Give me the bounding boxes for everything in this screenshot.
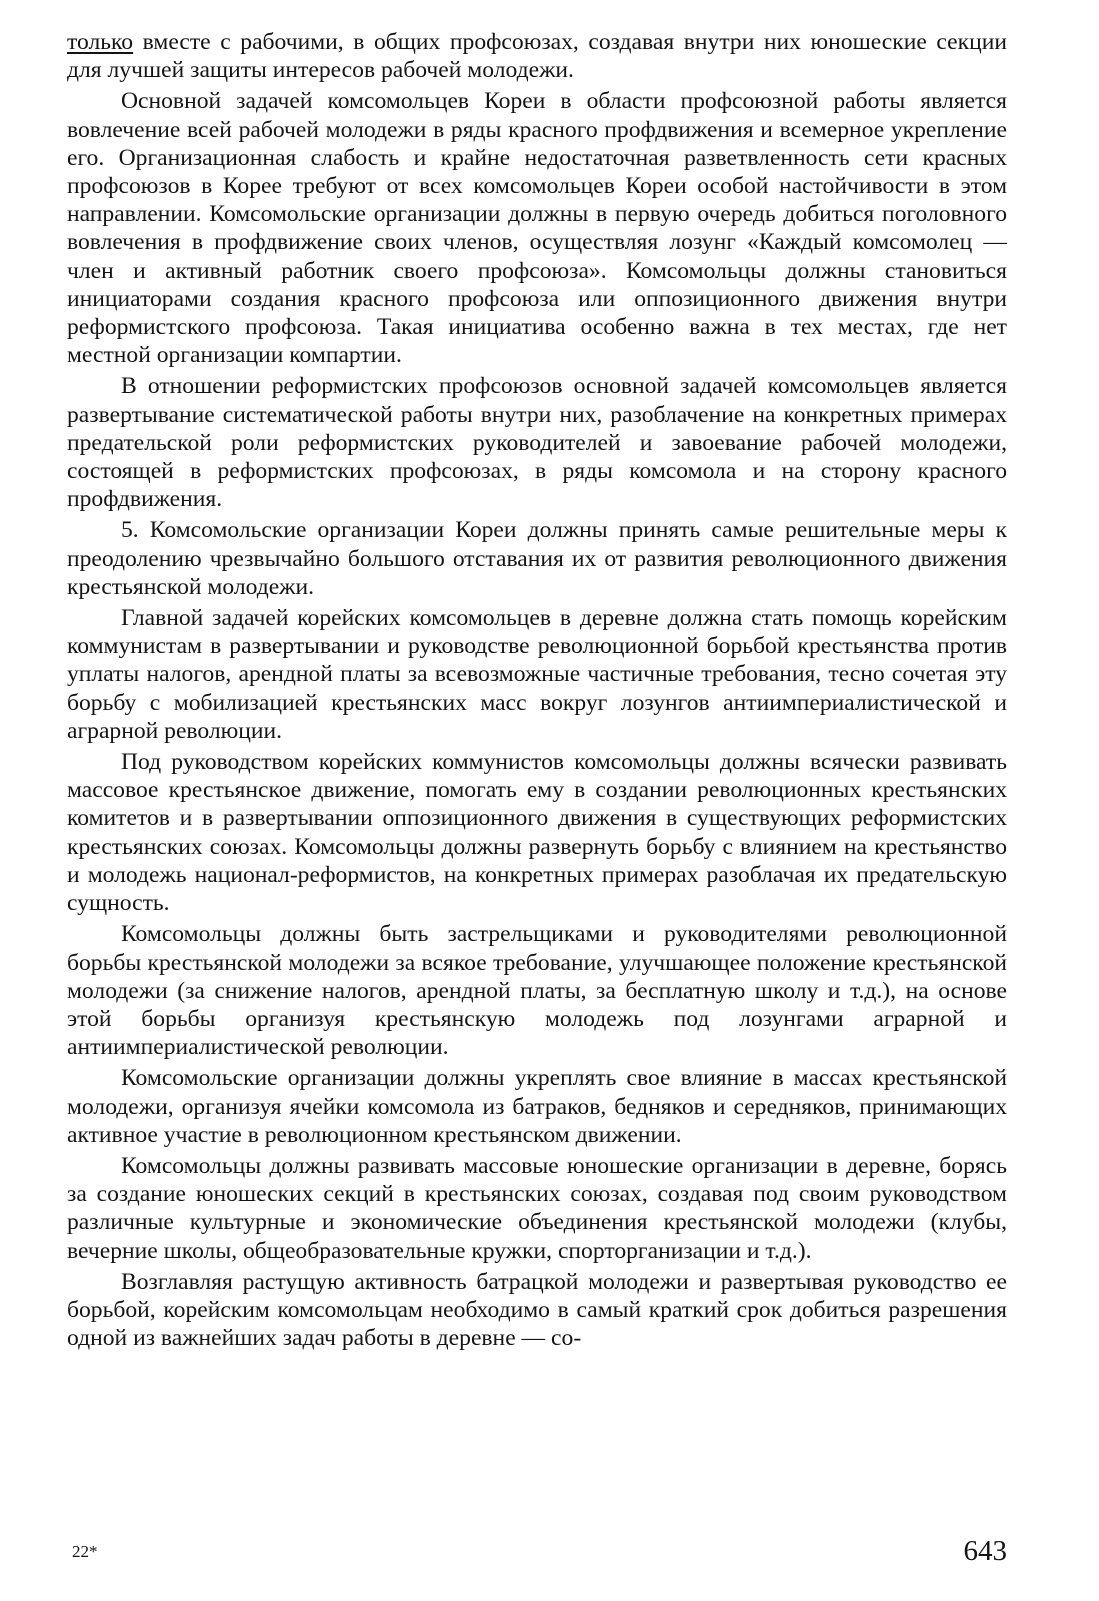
paragraph: Под руководством корейских коммунистов комсомольцы должны всячески развивать массовое крестьянское движение, помогать ему в создании революционных крестьянских комитетов и в развертывании оппозиционного движения в существующих реформистских крестьянских союзах. Комсомольцы должны развернуть борьбу с влиянием на крестьянство и молодежь национал-реформистов, на конкретных примерах разоблачая их предательскую сущность. [67,749,1007,917]
paragraph: Главной задачей корейских комсомольцев в деревне должна стать помощь корейским коммунистам в развертывании и руководстве революционной борьбой крестьянства против уплаты налогов, арендной платы за всевозможные частичные требования, тесно сочетая эту борьбу с мобилизацией крестьянских масс вокруг лозунгов антиимпериалистической и аграрной революции. [67,605,1007,744]
paragraph-continuation [67,28,1007,84]
paragraph-text: вместе с рабочими, в общих профсоюзах, создавая внутри них юношеские секции для лучшей защиты интересов рабочей молодежи. [67,29,1007,84]
paragraph: Возглавляя растущую активность батрацкой молодежи и развертывая руководство ее борьбой, корейским комсомольцам необходимо в самый краткий срок добиться разрешения одной из важнейших задач работы в деревне — со- [67,1268,1007,1352]
paragraph: Комсомольские организации должны укреплять свое влияние в массах крестьянской молодежи, организуя ячейки комсомола из батраков, бедняков и середняков, принимающих активное участие в революционном крестьянском движении. [67,1065,1007,1148]
body-text [67,28,1007,1352]
underlined-word: только [67,29,134,55]
paragraph: Основной задачей комсомольцев Кореи в области профсоюзной работы является вовлечение всей рабочей молодежи в ряды красного профдвижения и всемерное укрепление его. Организационная слабость и крайне недостаточная разветвленность сети красных профсоюзов в Корее требуют от всех комсомольцев Кореи особой настойчивости в этом направлении. Комсомольские организации должны в первую очередь добиться поголовного вовлечения в профдвижение своих членов, осуществляя лозунг «Каждый комсомолец — член и активный работник своего профсоюза». Комсомольцы должны становиться инициаторами создания красного профсоюза или оппозиционного движения внутри реформистского профсоюза. Такая инициатива особенно важна в тех местах, где нет местной организации компартии. [67,88,1007,369]
page-footer [67,1518,1007,1568]
paragraph: В отношении реформистских профсоюзов основной задачей комсомольцев является развертывание систематической работы внутри них, разоблачение на конкретных примерах предательской роли реформистских руководителей и завоевание рабочей молодежи, состоящей в реформистских профсоюзах, в ряды комсомола и на сторону красного профдвижения. [67,373,1007,513]
signature-mark: 22* [72,1542,98,1561]
paragraph: Комсомольцы должны быть застрельщиками и руководителями революционной борьбы крестьянской молодежи за всякое требование, улучшающее положение крестьянской молодежи (за снижение налогов, арендной платы, за бесплатную школу и т.д.), на основе этой борьбы организуя крестьянскую молодежь под лозунгами аграрной и антиимпериалистической революции. [67,921,1007,1061]
paragraph-numbered-5: 5. Комсомольские организации Кореи должны принять самые решительные меры к преодолению чрезвычайно большого отставания их от развития революционного движения крестьянской молодежи. [67,517,1007,600]
page-number: 643 [963,1535,1007,1567]
paragraph: Комсомольцы должны развивать массовые юношеские организации в деревне, борясь за создание юношеских секций в крестьянских союзах, создавая под своим руководством различные культурные и экономические объединения крестьянской молодежи (клубы, вечерние школы, общеобразовательные кружки, спорторганизации и т.д.). [67,1152,1007,1264]
